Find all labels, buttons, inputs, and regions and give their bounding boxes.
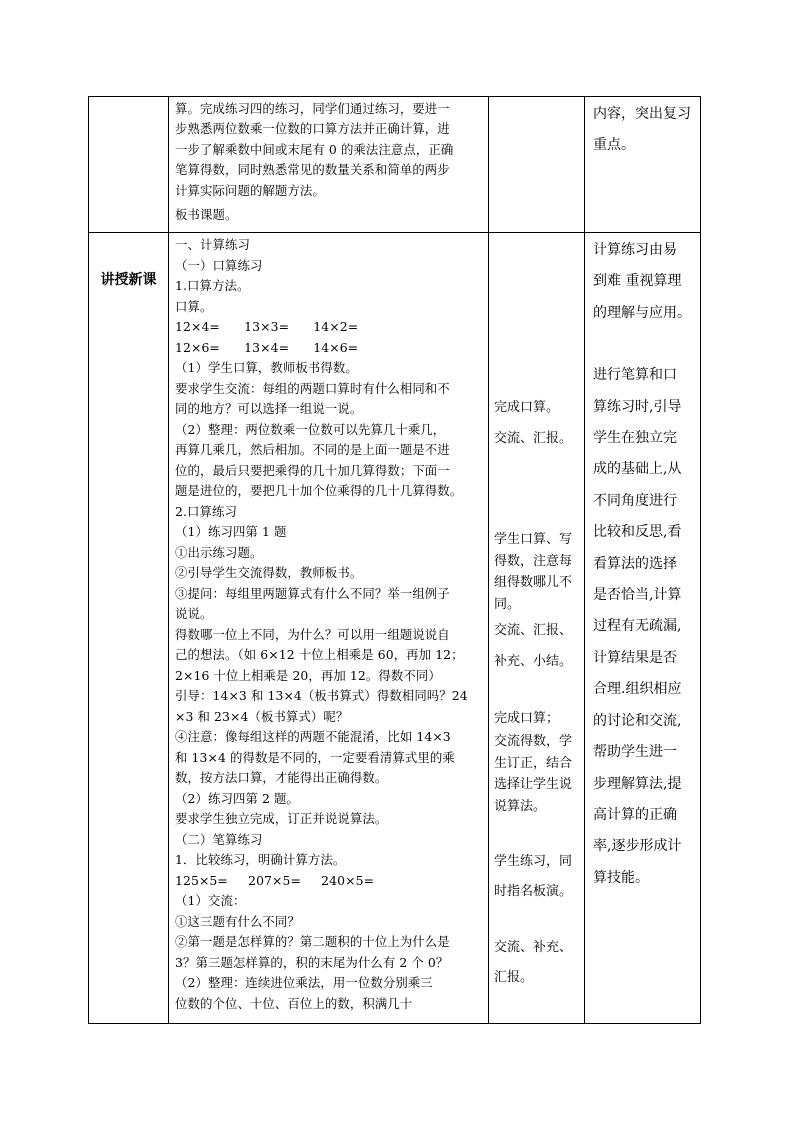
text-line: 交流、汇报、: [494, 623, 573, 638]
text-line: ③提问：每组里两题算式有什么不同？举一组例子: [175, 585, 450, 601]
text-line: （2）练习四第 2 题。: [175, 790, 299, 806]
text-line: 2×16 十位上相乘是 20，再加 12。得数不同）: [175, 667, 441, 683]
text-line: 是否恰当,计算: [593, 587, 682, 604]
text-line: 学生口算、写: [494, 532, 573, 547]
text-line: 比较和反思,看: [593, 524, 682, 541]
text-line: 完成口算；: [494, 711, 560, 726]
design-intent-text: [585, 233, 700, 894]
text-line: （1）学生口算，教师板书得数。: [175, 360, 358, 375]
text-line: 数，按方法口算，才能得出正确得数。: [175, 770, 388, 785]
text-line: 汇报。: [494, 970, 534, 985]
text-line: 再算几乘几，然后相加。不同的是上面一题是不进: [175, 442, 450, 457]
text-line: 说说。: [175, 606, 213, 621]
text-line: 率,逐步形成计: [593, 838, 682, 855]
text-line: 3？第三题怎样算的，积的末尾为什么有 2 个 0？: [175, 954, 449, 970]
text-line: 计算练习由易: [593, 242, 677, 258]
text-line: 一、计算练习: [175, 237, 250, 252]
section-label-cell: [89, 97, 169, 233]
text-line: 的理解与应用。: [593, 304, 691, 321]
text-line: 交流、汇报。: [494, 431, 573, 446]
lesson-plan-table: [88, 96, 701, 1024]
text-line: 高计算的正确: [593, 806, 677, 823]
text-line: 组得数哪儿不: [494, 575, 573, 590]
section-label: 讲授新课: [100, 272, 157, 288]
text-line: 125×5= 207×5= 240×5=: [175, 872, 375, 888]
text-line: 的讨论和交流,: [593, 712, 682, 729]
text-line: 说算法。: [494, 798, 547, 814]
text-line: ②引导学生交流得数，教师板书。: [175, 565, 363, 580]
text-line: 算。完成练习四的练习，同学们通过练习，要进一: [175, 101, 450, 116]
text-line: 计算实际问题的解题方法。: [175, 182, 325, 198]
text-line: 到难 重视算理: [593, 273, 682, 290]
text-line: 同的地方？可以选择一组说一说。: [175, 401, 363, 416]
text-line: 位的，最后只要把乘得的几十加几算得数；下面一: [175, 462, 450, 478]
student-activity-cell: [489, 233, 585, 1024]
text-line: 步熟悉两位数乘一位数的口算方法并正确计算，进: [175, 121, 450, 137]
text-line: 学生练习，同: [494, 854, 573, 869]
text-line: （2）整理：连续进位乘法，用一位数分别乘三: [175, 975, 433, 990]
table-row: [89, 233, 701, 1024]
text-line: 得数哪一位上不同，为什么？可以用一组题说说自: [175, 626, 450, 642]
text-line: 合理.组织相应: [593, 681, 682, 698]
text-line: 一步了解乘数中间或末尾有 0 的乘法注意点，正确: [175, 141, 454, 157]
teaching-process-text: [169, 233, 488, 1014]
text-line: 完成口算。: [494, 400, 560, 415]
text-line: 成的基础上,从: [593, 461, 682, 478]
text-line: 内容，突出复习: [593, 106, 691, 122]
text-line: 过程有无疏漏,: [593, 618, 682, 635]
table-row: [89, 97, 701, 233]
text-line: 12×4= 13×3= 14×2=: [175, 319, 359, 334]
text-line: 引导：14×3 和 13×4（板书算式）得数相同吗？24: [175, 688, 468, 703]
teaching-process-cell: [169, 97, 489, 233]
text-line: 补充、小结。: [494, 654, 573, 669]
teaching-process-text: [169, 97, 488, 225]
text-line: 不同角度进行: [593, 492, 677, 509]
text-line: 口算。: [175, 298, 213, 314]
text-line: 看算法的选择: [593, 555, 677, 572]
text-line: （二）笔算练习: [175, 831, 263, 847]
text-line: ④注意：像每组这样的两题不能混淆，比如 14×3: [175, 729, 451, 744]
text-line: 时指名板演。: [494, 884, 573, 899]
text-line: 算技能。: [593, 869, 649, 886]
text-line: 交流、补充、: [494, 940, 573, 955]
design-intent-text: [585, 97, 700, 162]
text-line: 12×6= 13×4= 14×6=: [175, 339, 359, 355]
design-intent-cell: [585, 97, 701, 233]
text-line: 要求学生交流：每组的两题口算时有什么相同和不: [175, 380, 450, 396]
text-line: （2）整理：两位数乘一位数可以先算几十乘几，: [175, 421, 446, 437]
text-line: 题是进位的，要把几十加个位乘得的几十几算得数。: [175, 483, 463, 498]
section-label-cell: [89, 233, 169, 1024]
text-line: 选择让学生说: [494, 777, 573, 792]
text-line: （1）交流：: [175, 893, 246, 908]
text-line: 算练习时,引导: [593, 398, 682, 415]
text-line: （1）练习四第 1 题: [175, 524, 287, 539]
text-line: 生订正，结合: [494, 755, 573, 771]
text-line: 学生在独立完: [593, 430, 677, 447]
text-line: 1.口算方法。: [175, 278, 250, 293]
text-line: 和 13×4 的得数是不同的，一定要看清算式里的乘: [175, 749, 455, 765]
text-line: 要求学生独立完成，订正并说说算法。: [175, 811, 388, 826]
text-line: [593, 329, 694, 360]
design-intent-cell: [585, 233, 701, 1024]
section-label: [89, 97, 168, 133]
text-line: 位数的个位、十位、百位上的数，积满几十: [175, 995, 413, 1011]
teaching-process-cell: [169, 233, 489, 1024]
text-line: 同。: [494, 596, 521, 612]
text-line: 进行笔算和口: [593, 367, 677, 384]
text-line: （一）口算练习: [175, 257, 263, 273]
text-line: 己的想法。（如 6×12 十位上相乘是 60，再加 12；: [175, 647, 464, 662]
text-line: 重点。: [593, 137, 635, 154]
text-line: ①这三题有什么不同？: [175, 913, 300, 929]
student-activity-cell: [489, 97, 585, 233]
text-line: 得数，注意每: [494, 553, 573, 569]
text-line: 板书课题。: [175, 207, 238, 223]
text-line: 步理解算法,提: [593, 775, 682, 792]
text-line: 笔算得数，同时熟悉常见的数量关系和简单的两步: [175, 162, 450, 178]
text-line: 帮助学生进一: [593, 744, 677, 761]
text-line: ②第一题是怎样算的？第二题积的十位上为什么是: [175, 934, 450, 949]
text-line: 计算结果是否: [593, 649, 677, 666]
text-line: 2.口算练习: [175, 503, 237, 519]
text-line: 1．比较练习，明确计算方法。: [175, 852, 346, 867]
text-line: ×3 和 23×4（板书算式）呢？: [175, 708, 349, 724]
student-activity-text: [489, 233, 584, 993]
text-line: 交流得数，学: [494, 734, 573, 749]
text-line: ①出示练习题。: [175, 544, 263, 560]
